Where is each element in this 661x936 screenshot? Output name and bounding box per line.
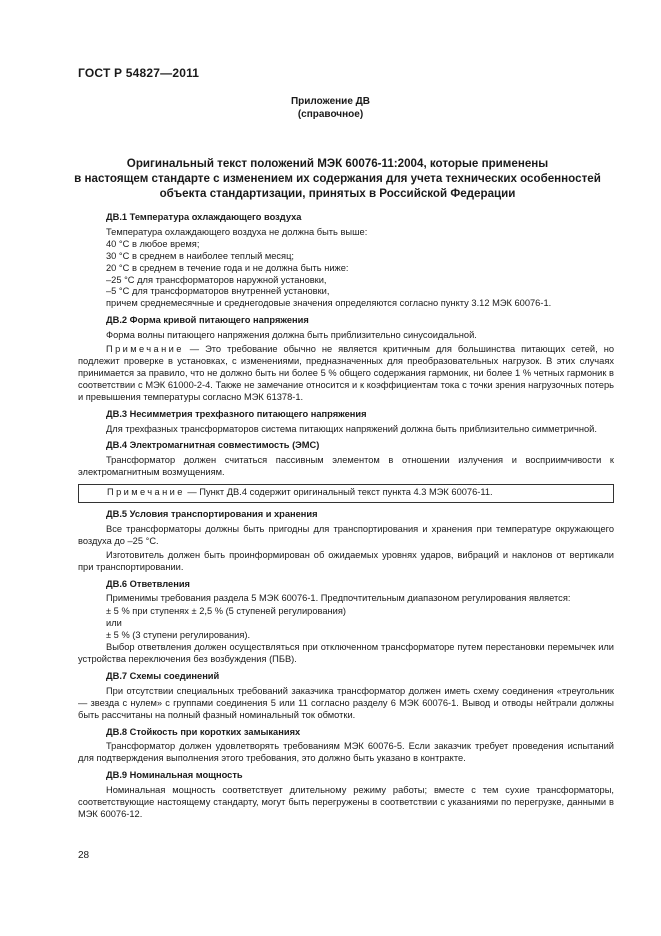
text-line: –25 °С для трансформаторов наружной установки, — [106, 274, 327, 285]
text-line: ± 5 % (3 ступени регулирования). — [106, 630, 251, 641]
text-line: Температура охлаждающего воздуха не должна быть выше: — [106, 226, 368, 237]
paragraph: Форма волны питающего напряжения должна быть приблизительно синусоидальной. — [106, 330, 477, 341]
document-body — [78, 212, 614, 822]
text-line: 40 °С в любое время; — [106, 238, 200, 249]
section-heading-dv2: ДВ.2 Форма кривой питающего напряжения — [106, 315, 309, 326]
note-text: — Пункт ДВ.4 содержит оригинальный текст пункта 4.3 МЭК 60076-11. — [184, 487, 493, 498]
section-heading-dv9: ДВ.9 Номинальная мощность — [106, 770, 243, 781]
paragraph: Трансформатор должен удовлетворять требованиям МЭК 60076-5. Если заказчик требует проведения испытаний для подтверждения выполнения этого требования, это должно быть указано в контракте. — [78, 741, 614, 764]
note-label: Примечание — [107, 487, 185, 498]
note-text: — Это требование обычно не является критичным для большинства питающих сетей, но подлежит проверке в установках, с изменениями, предназначенных для преобразовательных нагрузок. В этих случаях принимается за правило, что не должно быть ни более 5 % общего содержания гармоник, ни более 1 % четных гармоник в соответствии с МЭК 61000-2-4. Также не замечание относится и к коэффициентам тока с точки зрения нагрузочных потерь и превышения температуры согласно МЭК 61378-1. — [78, 344, 614, 402]
paragraph: Трансформатор должен считаться пассивным элементом в отношении излучения и восприимчивости к электромагнитным возмущениям. — [78, 455, 614, 478]
section-heading-dv5: ДВ.5 Условия транспортирования и хранения — [106, 509, 318, 520]
appendix-label: Приложение ДВ — [290, 96, 371, 107]
note-box — [78, 484, 614, 503]
section-heading-dv1: ДВ.1 Температура охлаждающего воздуха — [106, 212, 302, 222]
appendix-heading — [0, 95, 661, 121]
paragraph: При отсутствии специальных требований заказчика трансформатор должен иметь схему соединения «треугольник — звезда с нулем» с группами соединения 5 или 11 согласно разделу 6 МЭК 60076-1. Вывод и отводы нейтрали должны быть рассчитаны на полный фазный номинальный ток обмотки. — [78, 685, 614, 720]
title-line-1: Оригинальный текст положений МЭК 60076-11:2004, которые применены — [126, 157, 549, 170]
note-paragraph — [78, 344, 614, 404]
document-id: ГОСТ Р 54827—2011 — [78, 66, 200, 80]
paragraph: Номинальная мощность соответствует длительному режиму работы; вместе с тем сухие трансформаторы, соответствующие настоящему стандарту, могут быть перегружены в соответствии с указаниями по перегрузке, данными в МЭК 60076-12. — [78, 785, 614, 819]
paragraph: Применимы требования раздела 5 МЭК 60076-1. Предпочтительным диапазоном регулирования является: — [106, 593, 571, 604]
title-line-2: в настоящем стандарте с изменением их содержания для учета технических особенностей — [74, 172, 601, 185]
text-line: 30 °С в среднем в наиболее теплый месяц; — [106, 250, 295, 261]
appendix-title — [60, 156, 615, 201]
paragraph: Изготовитель должен быть проинформирован об ожидаемых уровнях ударов, вибраций и наклонов от вертикали при транспортировании. — [78, 549, 614, 572]
text-line: ± 5 % при ступенях ± 2,5 % (5 ступеней регулирования) — [106, 606, 346, 617]
text-line: 20 °С в среднем в течение года и не должна быть ниже: — [106, 262, 349, 273]
section-heading-dv8: ДВ.8 Стойкость при коротких замыканиях — [106, 726, 301, 737]
section-heading-dv6: ДВ.6 Ответвления — [106, 578, 190, 589]
section-heading-dv3: ДВ.3 Несимметрия трехфазного питающего напряжения — [106, 408, 367, 419]
text-line: причем среднемесячные и среднегодовые значения определяются согласно пункту 3.12 МЭК 60076-1. — [106, 298, 552, 309]
paragraph: Для трехфазных трансформаторов система питающих напряжений должна быть приблизительно симметричной. — [106, 423, 597, 434]
text-line: или — [106, 618, 122, 629]
section-heading-dv7: ДВ.7 Схемы соединений — [106, 670, 220, 681]
note-label: Примечание — [106, 344, 184, 355]
paragraph: Все трансформаторы должны быть пригодны для транспортирования и хранения при температуре окружающего воздуха до –25 °С. — [78, 523, 614, 546]
page-number: 28 — [78, 850, 90, 861]
title-line-3: объекта стандартизации, принятых в Российской Федерации — [159, 187, 516, 200]
section-heading-dv4: ДВ.4 Электромагнитная совместимость (ЭМС) — [106, 440, 320, 451]
paragraph: Выбор ответвления должен осуществляться при отключенном трансформаторе путем перестановки перемычек или устройства переключения без возбуждения (ПБВ). — [78, 642, 614, 664]
text-line: –5 °С для трансформаторов внутренней установки, — [106, 286, 330, 297]
appendix-type: (справочное) — [297, 109, 364, 120]
